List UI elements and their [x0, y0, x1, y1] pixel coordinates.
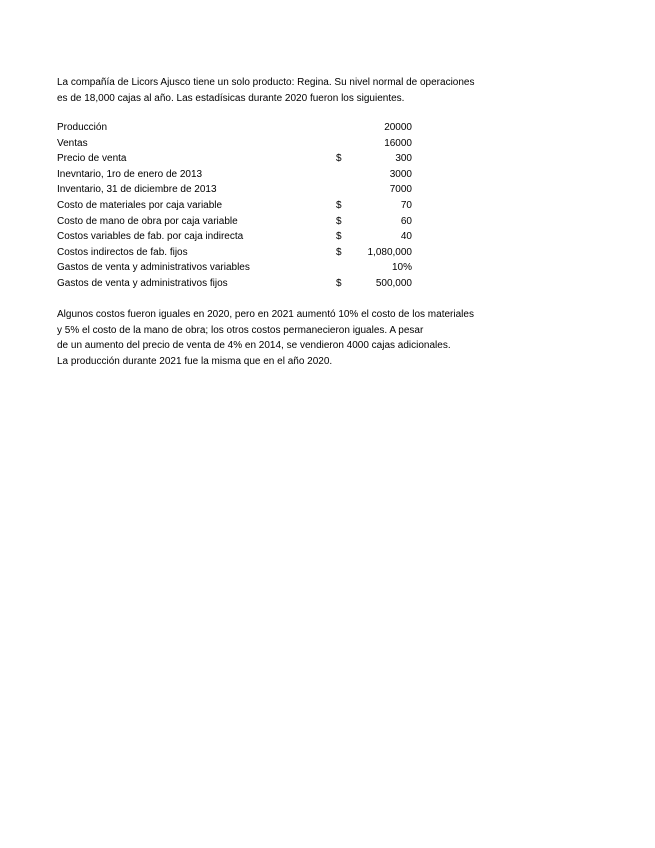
- table-row: [57, 245, 417, 261]
- table-row: [57, 167, 417, 183]
- closing-line: Algunos costos fueron iguales en 2020, pero en 2021 aumentó 10% el costo de los materiales: [57, 309, 474, 320]
- row-currency: $: [336, 199, 342, 211]
- statistics-table: [57, 120, 417, 292]
- table-row: [57, 229, 417, 245]
- closing-line: La producción durante 2021 fue la misma que en el año 2020.: [57, 355, 333, 367]
- row-currency: $: [336, 277, 342, 289]
- intro-line: La compañía de Licors Ajusco tiene un solo producto: Regina. Su nivel normal de operaciones: [57, 77, 475, 88]
- table-row: [57, 276, 417, 292]
- table-row: [57, 151, 417, 167]
- table-row: [57, 214, 417, 230]
- row-value: 20000: [384, 122, 412, 133]
- row-label: Inevntario, 1ro de enero de 2013: [57, 168, 203, 180]
- row-value: 40: [400, 231, 412, 243]
- intro-paragraph: [57, 75, 527, 106]
- row-currency: $: [336, 246, 342, 258]
- table-row: [57, 136, 417, 152]
- closing-paragraph: [57, 307, 527, 369]
- row-currency: $: [336, 153, 342, 165]
- row-value: 500,000: [375, 277, 412, 289]
- closing-line: y 5% el costo de la mano de obra; los otros costos permanecieron iguales. A pesar: [57, 324, 424, 336]
- row-label: Gastos de venta y administrativos variables: [57, 262, 250, 274]
- row-currency: $: [336, 231, 342, 243]
- row-value: 7000: [389, 184, 412, 196]
- row-label: Precio de venta: [57, 153, 127, 165]
- row-label: Gastos de venta y administrativos fijos: [57, 277, 228, 289]
- row-value: 60: [400, 215, 412, 227]
- row-value: 70: [400, 199, 412, 211]
- row-value: 300: [395, 153, 412, 165]
- table-row: [57, 198, 417, 214]
- row-label: Producción: [57, 122, 108, 133]
- row-value: 10%: [391, 262, 412, 274]
- row-label: Costo de mano de obra por caja variable: [57, 215, 238, 227]
- row-label: Inventario, 31 de diciembre de 2013: [57, 184, 217, 196]
- row-label: Costos indirectos de fab. fijos: [57, 246, 188, 258]
- row-label: Costos variables de fab. por caja indirecta: [57, 231, 244, 243]
- row-value: 16000: [384, 137, 412, 149]
- row-label: Costo de materiales por caja variable: [57, 199, 223, 211]
- row-label: Ventas: [57, 137, 88, 149]
- table-row: [57, 120, 417, 136]
- row-value: 3000: [389, 168, 412, 180]
- row-value: 1,080,000: [367, 246, 412, 258]
- table-row: [57, 260, 417, 276]
- row-currency: $: [336, 215, 342, 227]
- closing-line: de un aumento del precio de venta de 4% en 2014, se vendieron 4000 cajas adicionales.: [57, 340, 451, 351]
- table-row: [57, 182, 417, 198]
- intro-line: es de 18,000 cajas al año. Las estadísicas durante 2020 fueron los siguientes.: [57, 92, 405, 104]
